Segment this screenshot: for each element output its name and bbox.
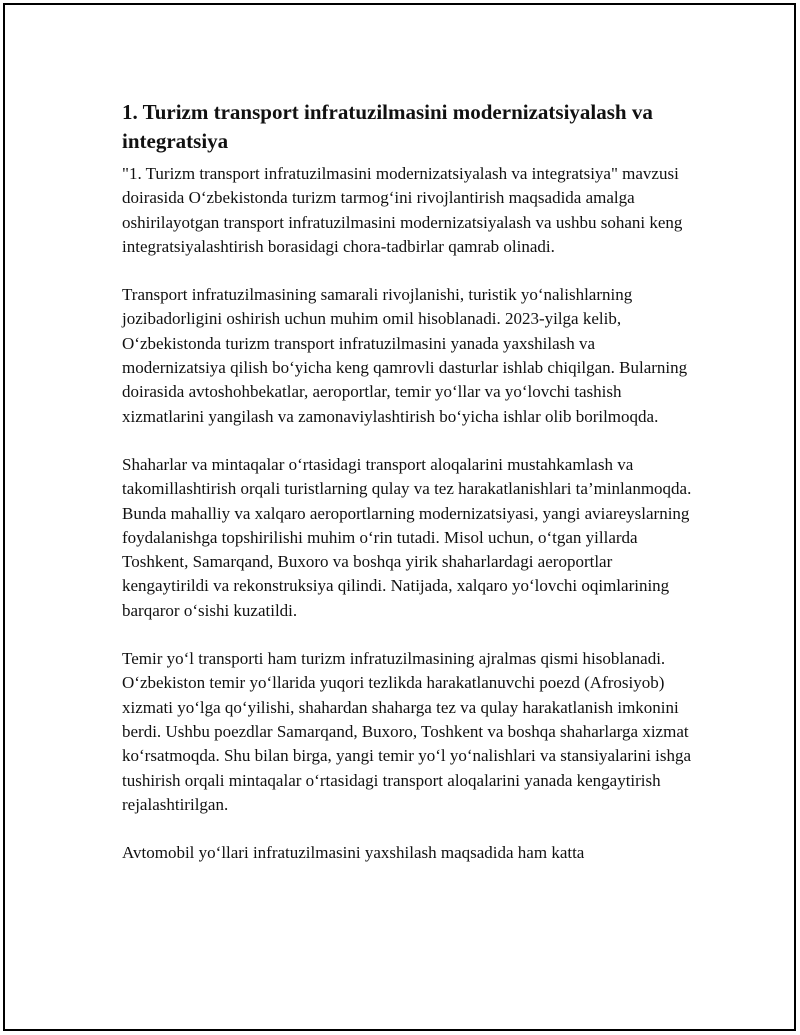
paragraph-road-infrastructure: Avtomobil yo‘llari infratuzilmasini yaxshilash maqsadida ham katta bbox=[122, 843, 585, 863]
document-body bbox=[122, 98, 694, 889]
paragraph-railway-transport: Temir yo‘l transporti ham turizm infratuzilmasining ajralmas qismi hisoblanadi. O‘zbekiston temir yo‘llarida yuqori tezlikda harakatlanuvchi poezd (Afrosiyob) xizmati yo‘lga qo‘yilishi, shahardan shaharga tez va qulay harakatlanish imkonini berdi. Ushbu poezdlar Samarqand, Buxoro, Toshkent va boshqa shaharlarga xizmat ko‘rsatmoqda. Shu bilan birga, yangi temir yo‘l yo‘nalishlari va stansiyalarini ishga tushirish orqali mintaqalar o‘rtasidagi transport aloqalarini yanada kengaytirish rejalashtirilgan. bbox=[122, 649, 692, 814]
page-frame bbox=[3, 3, 796, 1031]
paragraph-intro: "1. Turizm transport infratuzilmasini modernizatsiyalash va integratsiya" mavzusi doirasida O‘zbekistonda turizm tarmog‘ini rivojlantirish maqsadida amalga oshirilayotgan transport infratuzilmasini modernizatsiyalash va ushbu sohani keng integratsiyalashtirish borasidagi chora-tadbirlar qamrab olinadi. bbox=[122, 164, 683, 256]
paragraph-regional-connections: Shaharlar va mintaqalar o‘rtasidagi transport aloqalarini mustahkamlash va takomillashtirish orqali turistlarning qulay va tez harakatlanishlari ta’minlanmoqda. Bunda mahalliy va xalqaro aeroportlarning modernizatsiyasi, yangi aviareyslarning foydalanishga topshirilishi muhim o‘rin tutadi. Misol uchun, o‘tgan yillarda Toshkent, Samarqand, Buxoro va boshqa yirik shaharlardagi aeroportlar kengaytirildi va rekonstruksiya qilindi. Natijada, xalqaro yo‘lovchi oqimlarining barqaror o‘sishi kuzatildi. bbox=[122, 454, 692, 620]
section-heading: 1. Turizm transport infratuzilmasini modernizatsiyalash va integratsiya bbox=[122, 100, 653, 153]
paragraph-transport-development: Transport infratuzilmasining samarali rivojlanishi, turistik yo‘nalishlarning jozibadorligini oshirish uchun muhim omil hisoblanadi. 2023-yilga kelib, O‘zbekistonda turizm transport infratuzilmasini yanada yaxshilash va modernizatsiya qilish bo‘yicha keng qamrovli dasturlar ishlab chiqilgan. Bularning doirasida avtoshohbekatlar, aeroportlar, temir yo‘llar va yo‘lovchi tashish xizmatlarini yangilash va zamonaviylashtirish bo‘yicha ishlar olib borilmoqda. bbox=[122, 285, 688, 426]
